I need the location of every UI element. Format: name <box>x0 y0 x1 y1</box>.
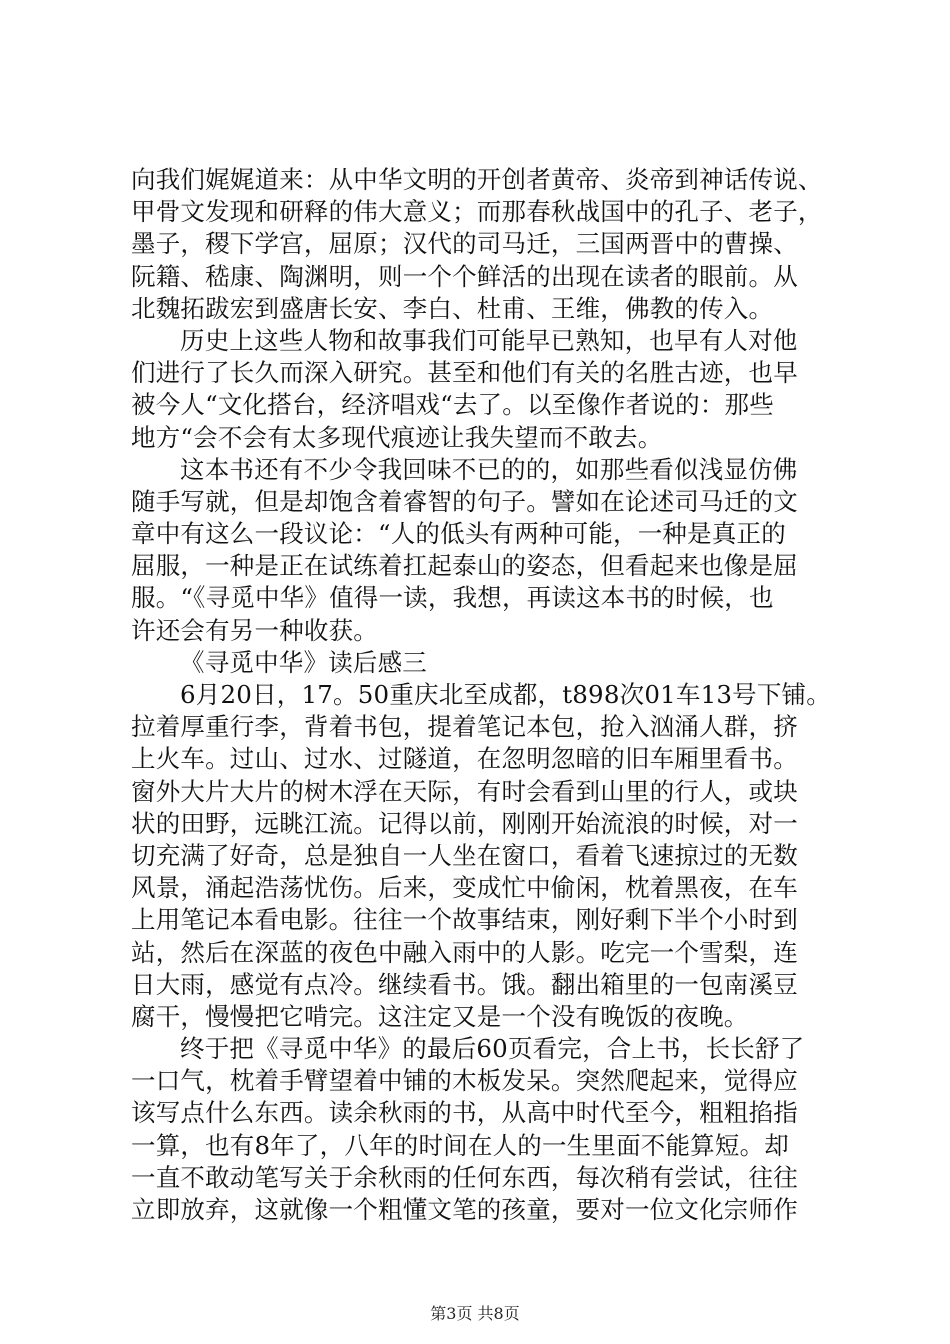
text-line: 上火车。过山、过水、过隧道，在忽明忽暗的旧车厢里看书。 <box>131 744 798 774</box>
text-line: 向我们娓娓道来：从中华文明的开创者黄帝、炎帝到神话传说、 <box>131 165 823 194</box>
text-line: 屈服，一种是正在试练着扛起泰山的姿态，但看起来也像是屈 <box>131 551 798 581</box>
text-line: 地方“会不会有太多现代痕迹让我失望而不敢去。 <box>131 422 663 452</box>
text-line: 状的田野，远眺江流。记得以前，刚刚开始流浪的时候，对一 <box>131 808 798 838</box>
text-line: 服。“《寻觅中华》值得一读，我想，再读这本书的时候，也 <box>131 583 774 613</box>
text-line: 阮籍、嵇康、陶渊明，则一个个鲜活的出现在读者的眼前。从 <box>131 261 798 291</box>
text-line: 墨子，稷下学宫，屈原；汉代的司马迁，三国两晋中的曹操、 <box>131 229 798 259</box>
text-line: 6月20日，17。50重庆北至成都，t898次01车13号下铺。 <box>180 680 831 709</box>
text-line: 许还会有另一种收获。 <box>131 615 378 645</box>
text-line: 立即放弃，这就像一个粗懂文笔的孩童，要对一位文化宗师作 <box>131 1195 798 1224</box>
text-line: 上用笔记本看电影。往往一个故事结束，刚好剩下半个小时到 <box>131 905 798 935</box>
text-line: 风景，涌起浩荡忧伤。后来，变成忙中偷闲，枕着黑夜，在车 <box>131 873 798 903</box>
text-line: 们进行了长久而深入研究。甚至和他们有关的名胜古迹，也早 <box>131 358 798 388</box>
document-body <box>131 164 851 1226</box>
text-line: 一直不敢动笔写关于余秋雨的任何东西，每次稍有尝试，往往 <box>131 1162 798 1192</box>
text-line: 北魏拓跋宏到盛唐长安、李白、杜甫、王维，佛教的传入。 <box>131 293 774 323</box>
text-line: 拉着厚重行李，背着书包，提着笔记本包，抢入汹涌人群，挤 <box>131 712 798 742</box>
text-line: 这本书还有不少令我回味不已的的，如那些看似浅显仿佛 <box>180 454 798 484</box>
text-line: 章中有这么一段议论：“人的低头有两种可能，一种是真正的 <box>131 519 786 549</box>
page-footer: 第3页 共8页 <box>430 1304 520 1323</box>
text-line: 历史上这些人物和故事我们可能早已熟知，也早有人对他 <box>180 325 798 355</box>
text-line: 一算，也有8年了，八年的时间在人的一生里面不能算短。却 <box>131 1130 789 1160</box>
text-line: 切充满了好奇，总是独自一人坐在窗口，看着飞速掠过的无数 <box>131 840 798 870</box>
text-line: 日大雨，感觉有点冷。继续看书。饿。翻出箱里的一包南溪豆 <box>131 969 798 999</box>
text-line: 一口气，枕着手臂望着中铺的木板发呆。突然爬起来，觉得应 <box>131 1066 798 1096</box>
text-line: 随手写就，但是却饱含着睿智的句子。譬如在论述司马迁的文 <box>131 486 798 516</box>
text-line: 终于把《寻觅中华》的最后60页看完，合上书，长长舒了 <box>180 1034 805 1064</box>
text-line: 被今人“文化搭台，经济唱戏“去了。以至像作者说的：那些 <box>131 390 774 420</box>
text-line: 《寻觅中华》读后感三 <box>180 647 427 677</box>
text-line: 甲骨文发现和研释的伟大意义；而那春秋战国中的孔子、老子， <box>131 197 823 227</box>
text-line: 站，然后在深蓝的夜色中融入雨中的人影。吃完一个雪梨，连 <box>131 937 798 967</box>
text-line: 该写点什么东西。读余秋雨的书，从高中时代至今，粗粗掐指 <box>131 1098 798 1128</box>
text-line: 窗外大片大片的树木浮在天际，有时会看到山里的行人，或块 <box>131 776 798 806</box>
text-line: 腐干，慢慢把它啃完。这注定又是一个没有晚饭的夜晚。 <box>131 1001 749 1031</box>
